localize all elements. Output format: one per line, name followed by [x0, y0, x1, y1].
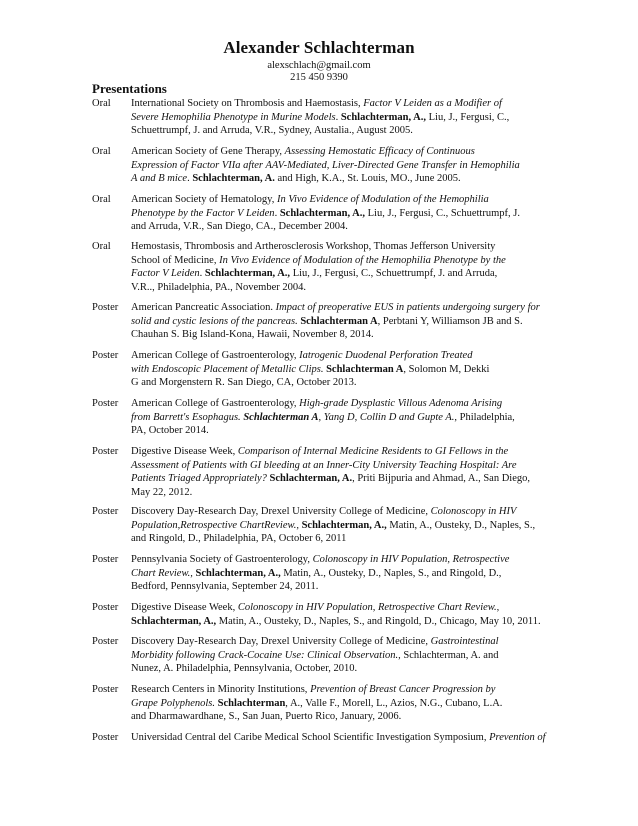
presentation-title: Prevention of Breast Cancer Progression by Grape Polyphenols. [131, 684, 496, 709]
author-name: Schlachterman, A., [279, 207, 365, 219]
author-name: Schlachterman, A., [301, 519, 387, 531]
presentation-citation [131, 505, 552, 546]
presentation-title: , Yang D, Collin D and Gupte A. [318, 411, 455, 423]
presentation-type: Oral [92, 146, 111, 157]
presentation-entry [92, 505, 552, 546]
presentation-title: Impact of preoperative EUS in patients undergoing surgery for solid and cystic lesions of the pancreas. [131, 302, 540, 327]
presentation-citation [131, 193, 522, 234]
presentation-title: Factor V Leiden as a Modifier of Severe Hemophilia Phenotype in Murine Models [131, 98, 502, 123]
author-name: Schlachterman A [243, 411, 319, 423]
citation-text: Digestive Disease Week, [131, 446, 238, 457]
author-name: Schlachterman A [326, 363, 404, 375]
citation-text: Liu, J., Fergusi, C., Schuettrumpf, J. and Arruda, V.R.., Philadelphia, PA., November 2004. [131, 268, 498, 293]
presentation-title: Colonoscopy in HIV Population, Retrospective Chart Review., [237, 602, 500, 613]
presentation-title: Colonoscopy in HIV Population,Retrospective ChartReview., [131, 506, 517, 531]
presentation-type: Poster [92, 302, 119, 313]
citation-text: American Pancreatic Association. [131, 302, 276, 313]
citation-text: and High, K.A., St. Louis, MO., June 2005. [274, 173, 461, 185]
presentation-type: Poster [92, 446, 119, 457]
presentation-entry [92, 349, 492, 390]
citation-text: Digestive Disease Week, [131, 602, 238, 613]
citation-text: Matin, A., Ousteky, D., Naples, S., and Ringold, D., Philadelphia, PA, October 6, 2011 [131, 519, 536, 545]
presentation-entry [92, 683, 512, 724]
citation-text: . [187, 173, 193, 185]
author-name: Schlachterman A [300, 315, 378, 327]
citation-text: , Perbtani Y, Williamson JB and S. Chauhan S. Big Island-Kona, Hawaii, November 8, 2014. [131, 315, 523, 341]
citation-text: , Philadelphia, PA, October 2014. [131, 411, 515, 437]
author-name: Schlachterman, A. [269, 473, 353, 485]
citation-text: Matin, A., Ousteky, D., Naples, S., and Ringold, D., Chicago, May 10, 2011. [216, 615, 541, 627]
citation-text: American College of Gastroenterology, [131, 398, 300, 409]
presentation-type: Poster [92, 506, 119, 517]
presentation-citation [131, 731, 552, 745]
presentation-type: Poster [92, 636, 119, 647]
presentation-title: Gastrointestinal Morbidity following Crack-Cocaine Use: Clinical Observation., [131, 636, 499, 661]
presentation-citation [131, 349, 492, 390]
citation-text: American Society of Gene Therapy, [131, 146, 285, 157]
citation-text: Schlachterman, A. and Nunez, A. Philadelphia, Pennsylvania, October, 2010. [131, 649, 499, 675]
citation-text: Hemostasis, Thrombosis and Artherosclerosis Workshop, Thomas Jefferson University School of Medicine, [131, 241, 496, 266]
presentation-type: Oral [92, 98, 111, 109]
presentation-entry [92, 397, 522, 438]
author-name: Schlachterman, A., [131, 615, 217, 627]
presentation-citation [131, 601, 552, 628]
citation-text: , Solomon M, Dekki G and Morgenstern R. San Diego, CA, October 2013. [131, 363, 490, 389]
presentation-citation [131, 445, 532, 499]
presentation-type: Oral [92, 194, 111, 205]
citation-text: Research Centers in Minority Institutions, [131, 684, 311, 695]
citation-text: Discovery Day-Research Day, Drexel University College of Medicine, [131, 636, 431, 647]
citation-text: Liu, J., Fergusi, C., Schuettrumpf, J. and Arruda, V.R., San Diego, CA., December 2004. [131, 207, 520, 233]
presentation-type: Oral [92, 241, 111, 252]
presentation-title: Prevention of [489, 732, 546, 743]
citation-text: . [199, 268, 205, 280]
section-heading-presentations: Presentations [92, 81, 167, 96]
presentation-entry [92, 193, 522, 234]
presentation-type: Poster [92, 350, 119, 361]
presentation-type: Poster [92, 554, 119, 565]
presentation-entry [92, 240, 522, 294]
citation-text: Universidad Central del Caribe Medical School Scientific Investigation Symposium, [131, 732, 490, 743]
presentation-citation [131, 635, 522, 676]
citation-text: , Priti Bijpuria and Ahmad, A., San Diego, May 22, 2012. [131, 473, 530, 498]
presentation-citation [131, 145, 522, 186]
citation-text: Liu, J., Fergusi, C., Schuettrumpf, J. and Arruda, V.R., Sydney, Austalia., August 2005. [131, 111, 510, 137]
presentation-citation [131, 683, 512, 724]
citation-text: . [274, 207, 280, 219]
presentation-entry [92, 635, 522, 676]
applicant-name: Alexander Schlachterman [223, 38, 415, 57]
presentation-entry [92, 301, 552, 342]
citation-text: Pennsylvania Society of Gastroenterology, [131, 554, 313, 565]
presentation-type: Poster [92, 684, 119, 695]
author-name: Schlachterman, A., [204, 268, 291, 280]
citation-text: International Society on Thrombosis and Haemostasis, [131, 98, 364, 109]
presentation-title: Colonoscopy in HIV Population, Retrospective Chart Review., [131, 554, 510, 579]
presentation-entry [92, 445, 532, 499]
citation-text: . [335, 111, 341, 123]
presentation-title: Comparison of Internal Medicine Residents to GI Fellows in the Assessment of Patients with GI bleeding at an Inner-City University Teaching Hospital: Are Patients Triaged Appropriately? [131, 446, 517, 485]
author-name: Schlachterman [217, 697, 286, 709]
author-name: Schlachterman, A., [195, 567, 281, 579]
author-name: Schlachterman, A. [192, 173, 275, 185]
citation-text: Discovery Day-Research Day, Drexel University College of Medicine, [131, 506, 431, 517]
presentation-entry [92, 145, 522, 186]
presentation-citation [131, 301, 552, 342]
presentation-title: Assessing Hemostatic Efficacy of Continuous Expression of Factor VIIa after AAV-Mediated, Liver-Directed Gene Transfer in Hemophilia A and B mice [131, 146, 520, 185]
presentation-type: Poster [92, 398, 119, 409]
citation-text: Matin, A., Ousteky, D., Naples, S., and Ringold, D., Bedford, Pennsylvania, September 24, 2011. [131, 567, 502, 593]
presentation-citation [131, 97, 522, 138]
presentation-entry [92, 553, 532, 594]
phone-number: 215 450 9390 [290, 72, 348, 83]
presentation-entry [92, 601, 552, 628]
presentation-citation [131, 240, 522, 294]
presentation-title: High-grade Dysplastic Villous Adenoma Arising from Barrett's Esophagus. [131, 398, 503, 423]
presentation-citation [131, 553, 532, 594]
presentation-type: Poster [92, 732, 119, 743]
presentation-entry [92, 731, 552, 745]
presentation-title: Iatrogenic Duodenal Perforation Treated with Endoscopic Placement of Metallic Clips. [131, 350, 473, 375]
citation-text: , A., Valle F., Morell, L., Azios, N.G., Cubano, L.A. and Dharmawardhane, S., San Juan, Puerto Rico, January, 2006. [131, 697, 503, 723]
presentation-citation [131, 397, 522, 438]
presentation-type: Poster [92, 602, 119, 613]
author-name: Schlachterman, A., [340, 111, 427, 123]
citation-text: American Society of Hematology, [131, 194, 277, 205]
presentation-title: In Vivo Evidence of Modulation of the Hemophilia Phenotype by the Factor V Leiden [131, 254, 506, 280]
citation-text: American College of Gastroenterology, [131, 350, 300, 361]
presentation-entry [92, 97, 522, 138]
email-address: alexschlach@gmail.com [267, 60, 371, 71]
presentation-title: In Vivo Evidence of Modulation of the Hemophilia Phenotype by the Factor V Leiden [131, 194, 489, 219]
